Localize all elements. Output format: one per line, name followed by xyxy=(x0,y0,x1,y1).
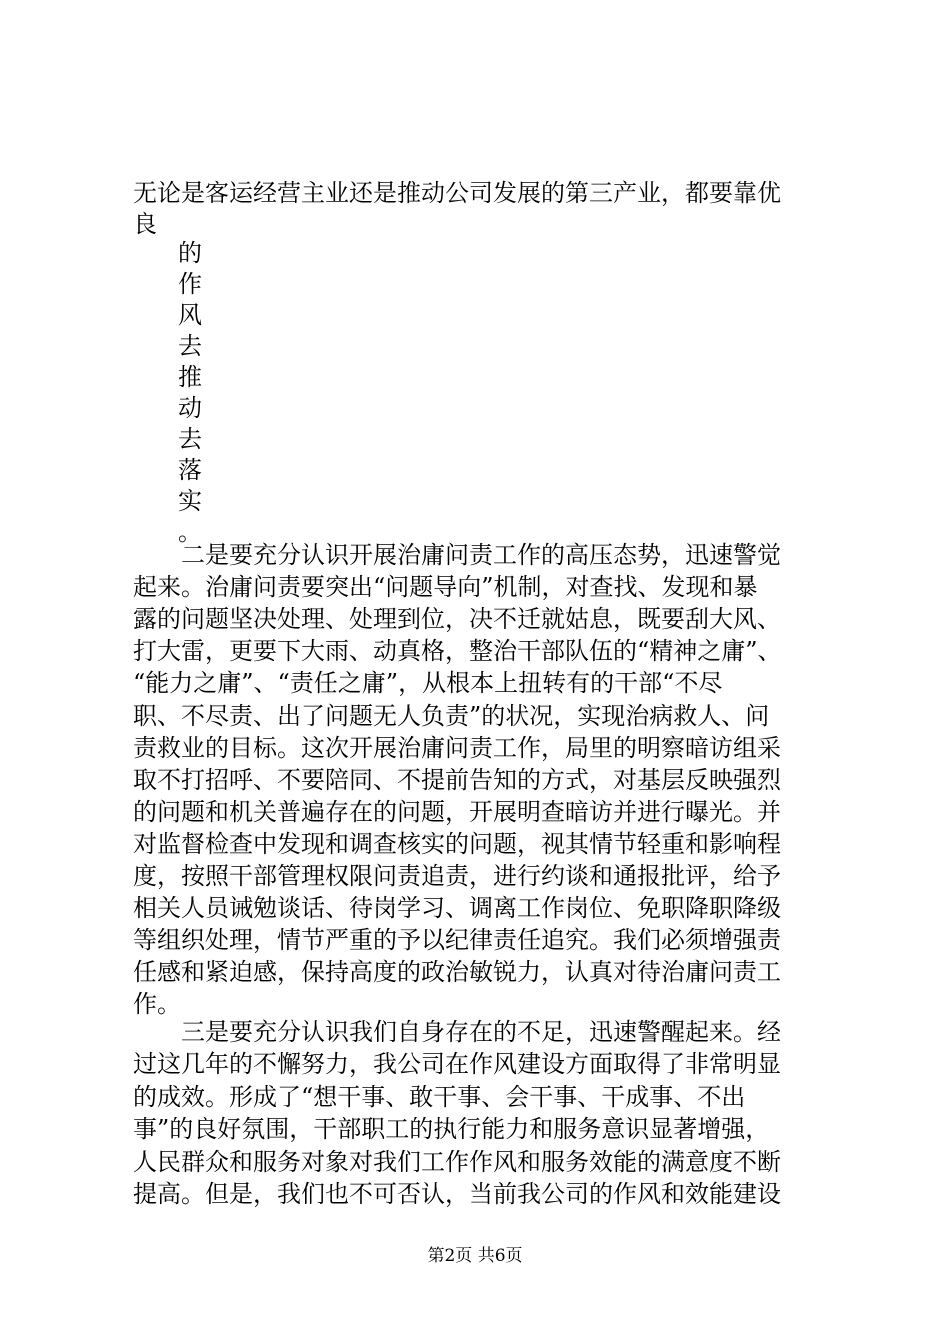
text-line: 良 xyxy=(133,210,157,238)
text-line: 度，按照干部管理权限问责追责，进行约谈和通报批评，给予 xyxy=(133,862,781,890)
text-line: 对监督检查中发现和调查核实的问题，视其情节轻重和影响程 xyxy=(133,829,781,858)
text-line: 取不打招呼、不要陪同、不提前告知的方式，对基层反映强烈 xyxy=(133,765,781,794)
vertical-char: 去 xyxy=(178,425,202,453)
vertical-char: 动 xyxy=(178,394,202,422)
text-line: 起来。治庸问责要突出“问题导向”机制，对查找、发现和暴 xyxy=(133,573,758,602)
text-line: 的问题和机关普遍存在的问题，开展明查暗访并进行曝光。并 xyxy=(133,797,781,826)
text-line: 任感和紧迫感，保持高度的政治敏锐力，认真对待治庸问责工 xyxy=(133,958,781,987)
vertical-char: 去 xyxy=(178,332,202,360)
text-line: 过这几年的不懈努力，我公司在作风建设方面取得了非常明显 xyxy=(133,1050,781,1079)
vertical-char: 风 xyxy=(178,301,202,329)
vertical-char: 。 xyxy=(178,518,202,546)
text-line: 人民群众和服务对象对我们工作作风和服务效能的满意度不断 xyxy=(133,1147,781,1176)
text-line: 作。 xyxy=(133,990,181,1019)
text-line: 无论是客运经营主业还是推动公司发展的第三产业，都要靠优 xyxy=(133,179,781,207)
vertical-char: 的 xyxy=(178,239,202,267)
text-line: 事”的良好氛围，干部职工的执行能力和服务意识显著增强， xyxy=(133,1115,770,1144)
text-line: 的成效。形成了“想干事、敢干事、会干事、干成事、不出 xyxy=(133,1082,746,1111)
vertical-char: 实 xyxy=(178,487,202,515)
text-line: 二是要充分认识开展治庸问责工作的高压态势，迅速警觉 xyxy=(133,541,781,569)
text-line: 三是要充分认识我们自身存在的不足，迅速警醒起来。经 xyxy=(133,1018,781,1046)
vertical-char: 落 xyxy=(178,456,202,484)
vertical-char: 推 xyxy=(178,363,202,391)
text-line: 职、不尽责、出了问题无人负责”的状况，实现治病救人、问 xyxy=(133,701,770,730)
text-line: “能力之庸”、“责任之庸”，从根本上扭转有的干部“不尽 xyxy=(133,669,723,698)
text-line: 露的问题坚决处理、处理到位，决不迁就姑息，既要刮大风、 xyxy=(133,605,781,634)
text-line: 打大雷，更要下大雨、动真格，整治干部队伍的“精神之庸”、 xyxy=(133,637,782,666)
text-line: 相关人员诫勉谈话、待岗学习、调离工作岗位、免职降职降级 xyxy=(133,894,781,923)
page-footer: 第2页 共6页 xyxy=(427,1246,523,1266)
text-line: 提高。但是，我们也不可否认，当前我公司的作风和效能建设 xyxy=(133,1180,781,1208)
text-line: 等组织处理，情节严重的予以纪律责任追究。我们必须增强责 xyxy=(133,926,781,955)
text-line: 责救业的目标。这次开展治庸问责工作，局里的明察暗访组采 xyxy=(133,733,781,762)
vertical-char: 作 xyxy=(178,270,202,298)
